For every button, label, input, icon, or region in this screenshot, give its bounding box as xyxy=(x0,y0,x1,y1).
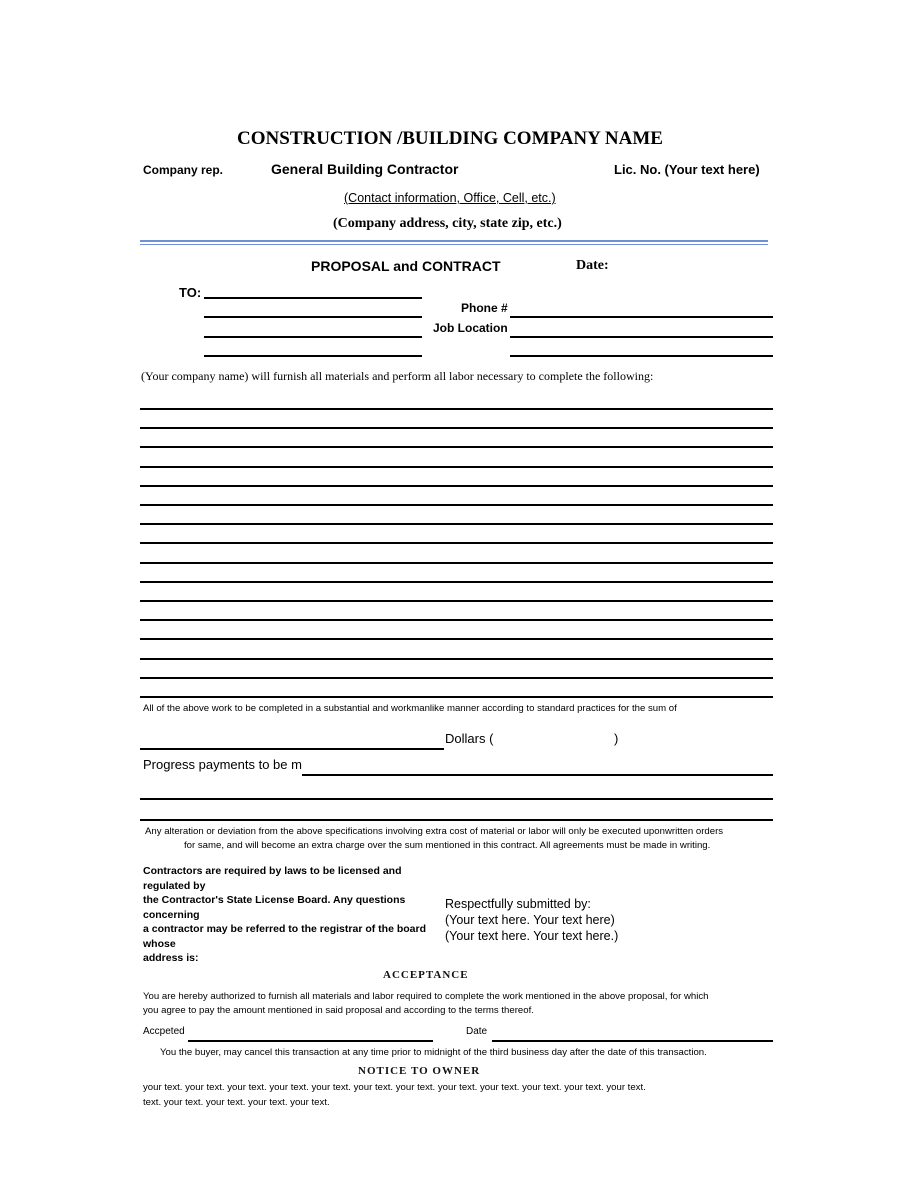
work-description-line[interactable] xyxy=(140,446,773,448)
phone-line[interactable] xyxy=(510,316,773,318)
dollars-close: ) xyxy=(614,731,619,746)
to-label: TO: xyxy=(179,285,202,300)
license-notice-line: Contractors are required by laws to be licensed and xyxy=(143,865,402,877)
progress-line-3[interactable] xyxy=(140,819,773,821)
license-notice-line: address is: xyxy=(143,952,199,964)
work-description-line[interactable] xyxy=(140,696,773,698)
company-name: CONSTRUCTION /BUILDING COMPANY NAME xyxy=(237,128,663,149)
contact-info: (Contact information, Office, Cell, etc.) xyxy=(344,191,556,205)
notice-text-2: text. your text. your text. your text. your text. xyxy=(143,1097,330,1108)
sum-line[interactable] xyxy=(140,748,444,750)
license-notice-line: concerning xyxy=(143,908,200,921)
furnish-statement: (Your company name) will furnish all materials and perform all labor necessary to complete the following: xyxy=(141,369,654,383)
work-description-line[interactable] xyxy=(140,658,773,660)
proposal-heading: PROPOSAL and CONTRACT xyxy=(311,258,501,274)
work-description-line[interactable] xyxy=(140,485,773,487)
submitted-by-line: (Your text here. Your text here.) xyxy=(445,929,619,943)
work-description-line[interactable] xyxy=(140,677,773,679)
to-line-1[interactable] xyxy=(204,297,422,299)
work-description-line[interactable] xyxy=(140,619,773,621)
to-line-4[interactable] xyxy=(204,355,422,357)
acceptance-text-1: You are hereby authorized to furnish all materials and labor required to complete the work mentioned in the above proposal, for which xyxy=(143,991,709,1002)
phone-label: Phone # xyxy=(461,301,508,315)
submitted-by-label: Respectfully submitted by: xyxy=(445,897,591,911)
header-divider-2 xyxy=(140,244,768,245)
progress-line-2[interactable] xyxy=(140,798,773,800)
acceptance-text-2: you agree to pay the amount mentioned in said proposal and according to the terms thereof. xyxy=(143,1005,534,1016)
header-divider xyxy=(140,240,768,242)
work-description-line[interactable] xyxy=(140,600,773,602)
license-notice-line: the Contractor's State License Board. Any questions xyxy=(143,894,406,906)
progress-payments-label: Progress payments to be m xyxy=(143,757,302,772)
license-notice-line: regulated by xyxy=(143,879,206,892)
sum-statement: All of the above work to be completed in a substantial and workmanlike manner according to standard practices for the sum of xyxy=(143,703,677,714)
work-description-line[interactable] xyxy=(140,504,773,506)
job-location-line-1[interactable] xyxy=(510,336,773,338)
alteration-text-2: for same, and will become an extra charge over the sum mentioned in this contract. All agreements must be made in writing. xyxy=(184,840,711,851)
work-description-line[interactable] xyxy=(140,523,773,525)
notice-heading: NOTICE TO OWNER xyxy=(358,1065,481,1077)
license-number: Lic. No. (Your text here) xyxy=(614,162,760,177)
work-description-line[interactable] xyxy=(140,638,773,640)
cancel-notice: You the buyer, may cancel this transaction at any time prior to midnight of the third business day after the date of this transaction. xyxy=(160,1047,707,1058)
company-address: (Company address, city, state zip, etc.) xyxy=(333,216,562,231)
progress-line-1[interactable] xyxy=(302,774,773,776)
acceptance-date-label: Date xyxy=(466,1026,488,1037)
job-location-label: Job Location xyxy=(433,321,508,335)
date-label: Date: xyxy=(576,258,609,273)
work-description-line[interactable] xyxy=(140,562,773,564)
acceptance-date-line[interactable] xyxy=(492,1040,773,1042)
work-description-line[interactable] xyxy=(140,581,773,583)
submitted-by-block xyxy=(445,896,618,944)
accepted-label: Accpeted xyxy=(143,1026,185,1037)
accepted-signature-line[interactable] xyxy=(188,1040,433,1042)
dollars-label: Dollars ( xyxy=(445,731,494,746)
work-description-line[interactable] xyxy=(140,427,773,429)
acceptance-heading: ACCEPTANCE xyxy=(383,969,469,981)
submitted-by-line: (Your text here. Your text here) xyxy=(445,913,615,927)
alteration-text-1: Any alteration or deviation from the above specifications involving extra cost of material or labor will only be executed uponwritten orders xyxy=(145,826,724,837)
license-notice-line: a contractor may be referred to the registrar of the board xyxy=(143,923,426,935)
to-line-2[interactable] xyxy=(204,316,422,318)
work-description-line[interactable] xyxy=(140,408,773,410)
contractor-type: General Building Contractor xyxy=(271,161,459,177)
to-line-3[interactable] xyxy=(204,336,422,338)
work-description-line[interactable] xyxy=(140,542,773,544)
license-notice-line: whose xyxy=(143,937,176,950)
company-rep-label: Company rep. xyxy=(143,163,224,177)
notice-text-1: your text. your text. your text. your text. your text. your text. your text. your text. your text. your text. your text. your text. xyxy=(143,1082,646,1093)
job-location-line-2[interactable] xyxy=(510,355,773,357)
license-notice xyxy=(143,864,426,966)
work-description-line[interactable] xyxy=(140,466,773,468)
